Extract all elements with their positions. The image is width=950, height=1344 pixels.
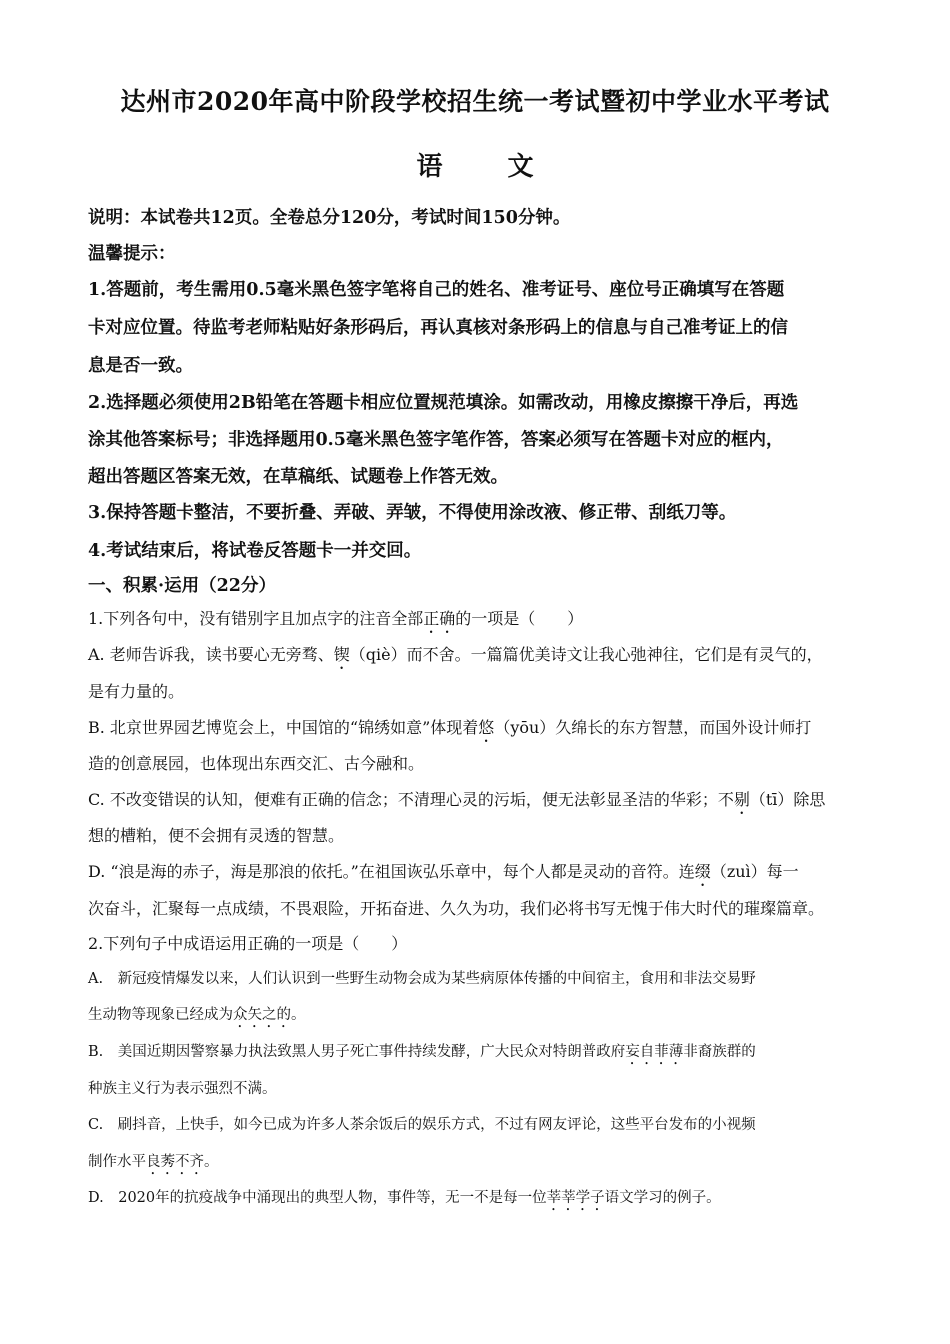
q2-option-a-line-2	[88, 1003, 878, 1031]
tip-2-line-2: 涂其他答案标号；非选择题用0.5毫米黑色签字笔作答，答案必须写在答题卡对应的框内，	[88, 430, 784, 450]
q2-option-b-line-2: 种族主义行为表示强烈不满。	[88, 1081, 277, 1097]
q1-option-b-line-1	[88, 715, 878, 746]
q1-stem-text: 1.下列各句中，没有错别字且加点字的注音全部	[88, 609, 424, 628]
q2-option-d-line-1	[88, 1186, 878, 1214]
q2-a-text: 生动物等现象已经成为	[88, 1007, 233, 1023]
q1-stem-dotted: 正确	[423, 609, 456, 628]
q2-b-dotted: 妄自菲薄	[625, 1044, 684, 1060]
q1-b-dotted: 悠	[478, 718, 495, 737]
q2-c-text: 制作水平	[88, 1154, 146, 1170]
q1-d-dotted: 缀	[694, 862, 711, 881]
tip-1-line-1: 1.答题前，考生需用0.5毫米黑色签字笔将自己的姓名、准考证号、座位号正确填写在答题	[88, 280, 785, 300]
q1-option-c-line-1	[88, 787, 878, 818]
q1-b-text-2: （yōu）久绵长的东方智慧，而国外设计师打	[494, 718, 812, 737]
tip-4: 4.考试结束后，将试卷反答题卡一并交回。	[88, 541, 422, 561]
q1-d-text: D. “浪是海的赤子，海是那浪的依托。”在祖国诙弘乐章中，每个人都是灵动的音符。连	[88, 862, 695, 881]
q1-stem	[88, 606, 878, 637]
q1-d-text-2: （zuì）每一	[710, 862, 799, 881]
q1-c-text-2: （tī）除思	[749, 790, 826, 809]
q1-option-b-line-2: 造的创意展园，也体现出东西交汇、古今融和。	[88, 754, 425, 773]
tips-label: 温馨提示：	[88, 244, 176, 264]
tip-3: 3.保持答题卡整洁，不要折叠、弄破、弄皱，不得使用涂改液、修正带、刮纸刀等。	[88, 503, 737, 523]
q2-option-b-line-1	[88, 1040, 878, 1068]
q1-a-text: A. 老师告诉我，读书要心无旁骛、	[88, 645, 334, 664]
q2-b-text-2: 非裔族群的	[683, 1044, 756, 1060]
tip-1-line-3: 息是否一致。	[88, 356, 193, 376]
q2-b-text: B. 美国近期因警察暴力执法致黑人男子死亡事件持续发酵，广大民众对特朗普政府	[88, 1044, 626, 1060]
q1-a-dotted: 锲	[333, 645, 350, 664]
q1-a-text-2: （qiè）而不舍。一篇篇优美诗文让我心弛神往，它们是有灵气的，	[349, 645, 823, 664]
q1-b-text: B. 北京世界园艺博览会上，中国馆的“锦绣如意”体现着	[88, 718, 479, 737]
q2-c-text-2: 。	[204, 1154, 219, 1170]
q2-a-text-2: 。	[291, 1007, 306, 1023]
q2-stem: 2.下列句子中成语运用正确的一项是（ ）	[88, 934, 408, 953]
q1-c-text: C. 不改变错误的认知，便难有正确的信念；不清理心灵的污垢，便无法彰显圣洁的华彩；不	[88, 790, 734, 809]
q2-option-a-line-1: A. 新冠疫情爆发以来，人们认识到一些野生动物会成为某些病原体传播的中间宿主，食用和非法交易野	[88, 971, 756, 987]
q2-c-dotted: 良莠不齐	[146, 1154, 204, 1170]
q1-stem-tail: 的一项是（ ）	[455, 609, 584, 628]
exam-note: 说明：本试卷共12页。全卷总分120分，考试时间150分钟。	[88, 208, 571, 228]
q2-d-text: D. 2020年的抗疫战争中涌现出的典型人物，事件等，无一不是每一位	[88, 1190, 547, 1206]
q2-d-text-2: 语文学习的例子。	[604, 1190, 721, 1206]
q2-option-c-line-1: C. 刷抖音，上快手，如今已成为许多人茶余饭后的娱乐方式，不过有网友评论，这些平台发布的小视频	[88, 1117, 756, 1133]
q1-option-a-line-2: 是有力量的。	[88, 682, 185, 701]
q1-option-c-line-2: 想的槽粕，便不会拥有灵透的智慧。	[88, 826, 345, 845]
tip-2-line-1: 2.选择题必须使用2B铅笔在答题卡相应位置规范填涂。如需改动，用橡皮擦擦干净后，再选	[88, 393, 799, 413]
q1-option-d-line-2: 次奋斗，汇聚每一点成绩，不畏艰险，开拓奋进、久久为功，我们必将书写无愧于伟大时代的璀璨篇章。	[88, 899, 825, 918]
q1-c-dotted: 剔	[733, 790, 750, 809]
q2-a-dotted: 众矢之的	[233, 1007, 291, 1023]
tip-2-line-3: 超出答题区答案无效，在草稿纸、试题卷上作答无效。	[88, 467, 508, 487]
exam-title: 达州市2020年高中阶段学校招生统一考试暨初中学业水平考试	[120, 87, 830, 116]
q1-option-d-line-1	[88, 859, 878, 890]
section-1-heading: 一、积累·运用（22分）	[88, 576, 276, 596]
tip-1-line-2: 卡对应位置。待监考老师粘贴好条形码后，再认真核对条形码上的信息与自己准考证上的信	[88, 318, 788, 338]
q1-option-a-line-1	[88, 642, 878, 673]
q2-d-dotted: 莘莘学子	[546, 1190, 605, 1206]
subject-title: 语 文	[416, 152, 562, 182]
q2-option-c-line-2	[88, 1150, 878, 1178]
